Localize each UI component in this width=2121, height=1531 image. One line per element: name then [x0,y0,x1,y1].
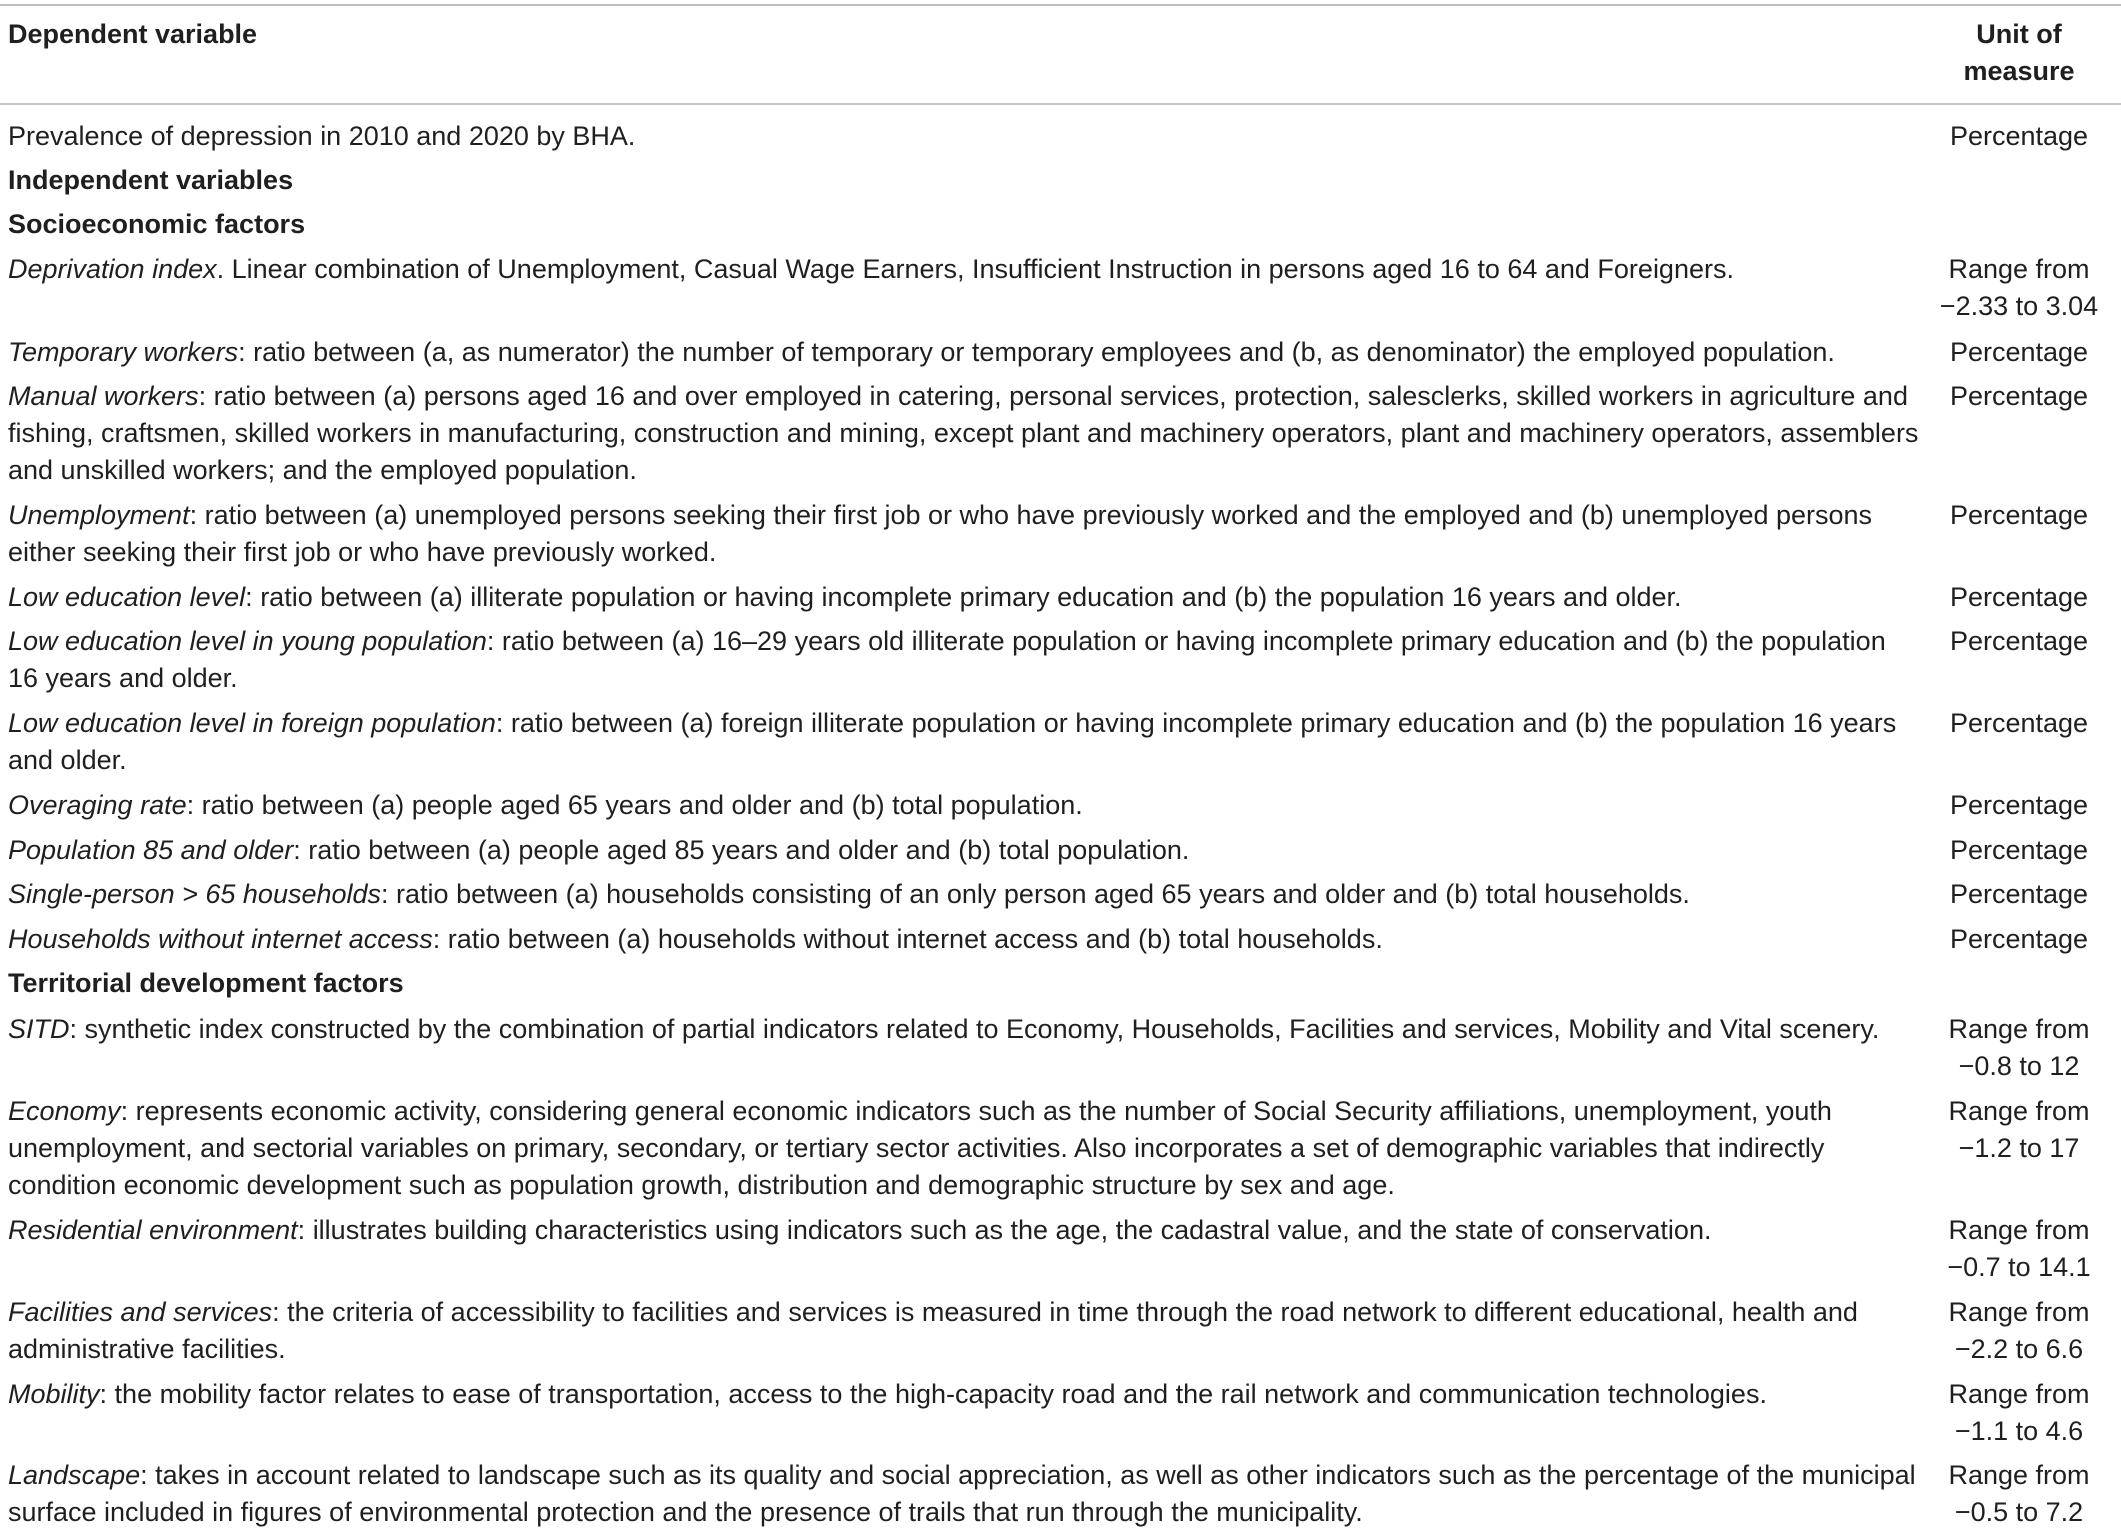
row-separator: : [495,708,511,738]
row-unit: Percentage [1949,582,2089,612]
row-description [8,1294,1923,1368]
row-unit: Percentage [1949,381,2089,411]
row-term: Population 85 and older [8,835,294,865]
row-description [8,497,1923,571]
row-separator: : [245,582,261,612]
row-description [8,1011,1923,1048]
row-text: the mobility factor relates to ease of transportation, access to the high-capacity road and the rail network and communication technologies. [114,1379,1767,1409]
row-description [8,705,1923,779]
row-term: Economy [8,1096,121,1126]
row-text: ratio between (a) unemployed persons seeking their first job or who have previously worked and the employed and (b) unemployed persons either seeking their first job or who have previously worked. [8,500,1873,567]
row-description [8,1457,1923,1531]
row-description [8,623,1923,697]
row-description [8,579,1923,616]
header-unit-of-measure: Unit of measure [1963,19,2075,86]
row-unit: Percentage [1949,924,2089,954]
row-term: Manual workers [8,381,199,411]
row-separator: . [216,254,232,284]
top-rule [0,4,2121,6]
row-unit: Percentage [1949,708,2089,738]
row-unit: Percentage [1949,790,2089,820]
row-text: ratio between (a) households without internet access and (b) total households. [447,924,1383,954]
row-description [8,1376,1923,1413]
row-text: ratio between (a) 16–29 years old illiterate population or having incomplete primary education and (b) the population 16 years and older. [8,626,1886,693]
row-unit: Range from −0.5 to 7.2 [1948,1460,2090,1527]
row-description [8,334,1923,371]
row-unit: Range from −2.33 to 3.04 [1939,254,2099,321]
row-unit: Percentage [1949,879,2089,909]
row-description [8,876,1923,913]
heading-socioeconomic-factors: Socioeconomic factors [8,209,306,239]
row-text: ratio between (a) people aged 65 years and older and (b) total population. [201,790,1083,820]
row-unit: Percentage [1949,500,2089,530]
row-unit: Range from −0.7 to 14.1 [1947,1215,2091,1282]
row-unit: Range from −0.8 to 12 [1948,1014,2090,1081]
row-term: Households without internet access [8,924,433,954]
row-description [8,1212,1923,1249]
row-separator: : [486,626,502,656]
row-separator: : [186,790,202,820]
row-description [8,1093,1923,1204]
row-unit: Percentage [1949,626,2089,656]
row-separator: : [140,1460,156,1490]
heading-independent-variables: Independent variables [8,165,294,195]
row-term: Low education level [8,582,246,612]
row-text: takes in account related to landscape such as its quality and social appreciation, as well as other indicators such as the percentage of the municipal surface included in figures of environmental protection and the presence of trails that run through the municipality. [8,1460,1916,1527]
row-text: ratio between (a, as numerator) the number of temporary or temporary employees and (b, as denominator) the employed population. [253,337,1835,367]
row-text: ratio between (a) people aged 85 years and older and (b) total population. [308,835,1190,865]
row-separator: : [189,500,205,530]
row-unit: Range from −2.2 to 6.6 [1948,1297,2090,1364]
row-term: Facilities and services [8,1297,273,1327]
row-term: Low education level in young population [8,626,487,656]
row-term: Low education level in foreign population [8,708,496,738]
row-description [8,378,1923,489]
header-rule [0,103,2121,105]
row-separator: : [272,1297,288,1327]
row-description [8,832,1923,869]
row-text: ratio between (a) foreign illiterate population or having incomplete primary education and (b) the population 16 years and older. [8,708,1897,775]
row-text: represents economic activity, considering general economic indicators such as the number of Social Security affiliations, unemployment, youth unemployment, and sectorial variables on primary, secondary, or tertiary sector activities. Also incorporates a set of demographic variables that indirectly condition economic development such as population growth, distribution and demographic structure by sex and age. [8,1096,1832,1200]
row-separator: : [99,1379,115,1409]
dependent-variable-text: Prevalence of depression in 2010 and 2020 by BHA. [8,121,636,151]
row-separator: : [198,381,214,411]
row-separator: : [432,924,448,954]
row-description [8,251,1923,288]
row-separator: : [69,1014,85,1044]
row-separator: : [293,835,309,865]
row-term: Landscape [8,1460,141,1490]
row-separator: : [238,337,254,367]
heading-territorial-development-factors: Territorial development factors [8,968,404,998]
row-separator: : [297,1215,313,1245]
row-term: Unemployment [8,500,190,530]
row-text: ratio between (a) persons aged 16 and over employed in catering, personal services, protection, salesclerks, skilled workers in agriculture and fishing, craftsmen, skilled workers in manufacturing, construction and mining, except plant and machinery operators, plant and machinery operators, assemblers and unskilled workers; and the employed population. [8,381,1919,485]
dependent-variable-unit: Percentage [1949,121,2089,151]
row-unit: Range from −1.2 to 17 [1948,1096,2090,1163]
row-text: the criteria of accessibility to facilities and services is measured in time through the road network to different educational, health and administrative facilities. [8,1297,1858,1364]
row-text: ratio between (a) households consisting of an only person aged 65 years and older and (b) total households. [396,879,1690,909]
row-description [8,921,1923,958]
row-separator: : [381,879,397,909]
row-term: Temporary workers [8,337,239,367]
row-text: synthetic index constructed by the combination of partial indicators related to Economy, Households, Facilities and services, Mobility and Vital scenery. [84,1014,1880,1044]
row-text: ratio between (a) illiterate population or having incomplete primary education and (b) the population 16 years and older. [260,582,1682,612]
row-separator: : [120,1096,136,1126]
row-term: Mobility [8,1379,100,1409]
row-term: Overaging rate [8,790,187,820]
row-text: Linear combination of Unemployment, Casual Wage Earners, Insufficient Instruction in persons aged 16 to 64 and Foreigners. [231,254,1734,284]
header-dependent-variable: Dependent variable [8,19,258,49]
row-text: illustrates building characteristics using indicators such as the age, the cadastral value, and the state of conservation. [312,1215,1712,1245]
row-term: SITD [8,1014,70,1044]
row-term: Deprivation index [8,254,217,284]
row-unit: Percentage [1949,835,2089,865]
row-unit: Range from −1.1 to 4.6 [1948,1379,2090,1446]
row-term: Residential environment [8,1215,298,1245]
row-description [8,787,1923,824]
row-term: Single-person > 65 households [8,879,382,909]
row-unit: Percentage [1949,337,2089,367]
